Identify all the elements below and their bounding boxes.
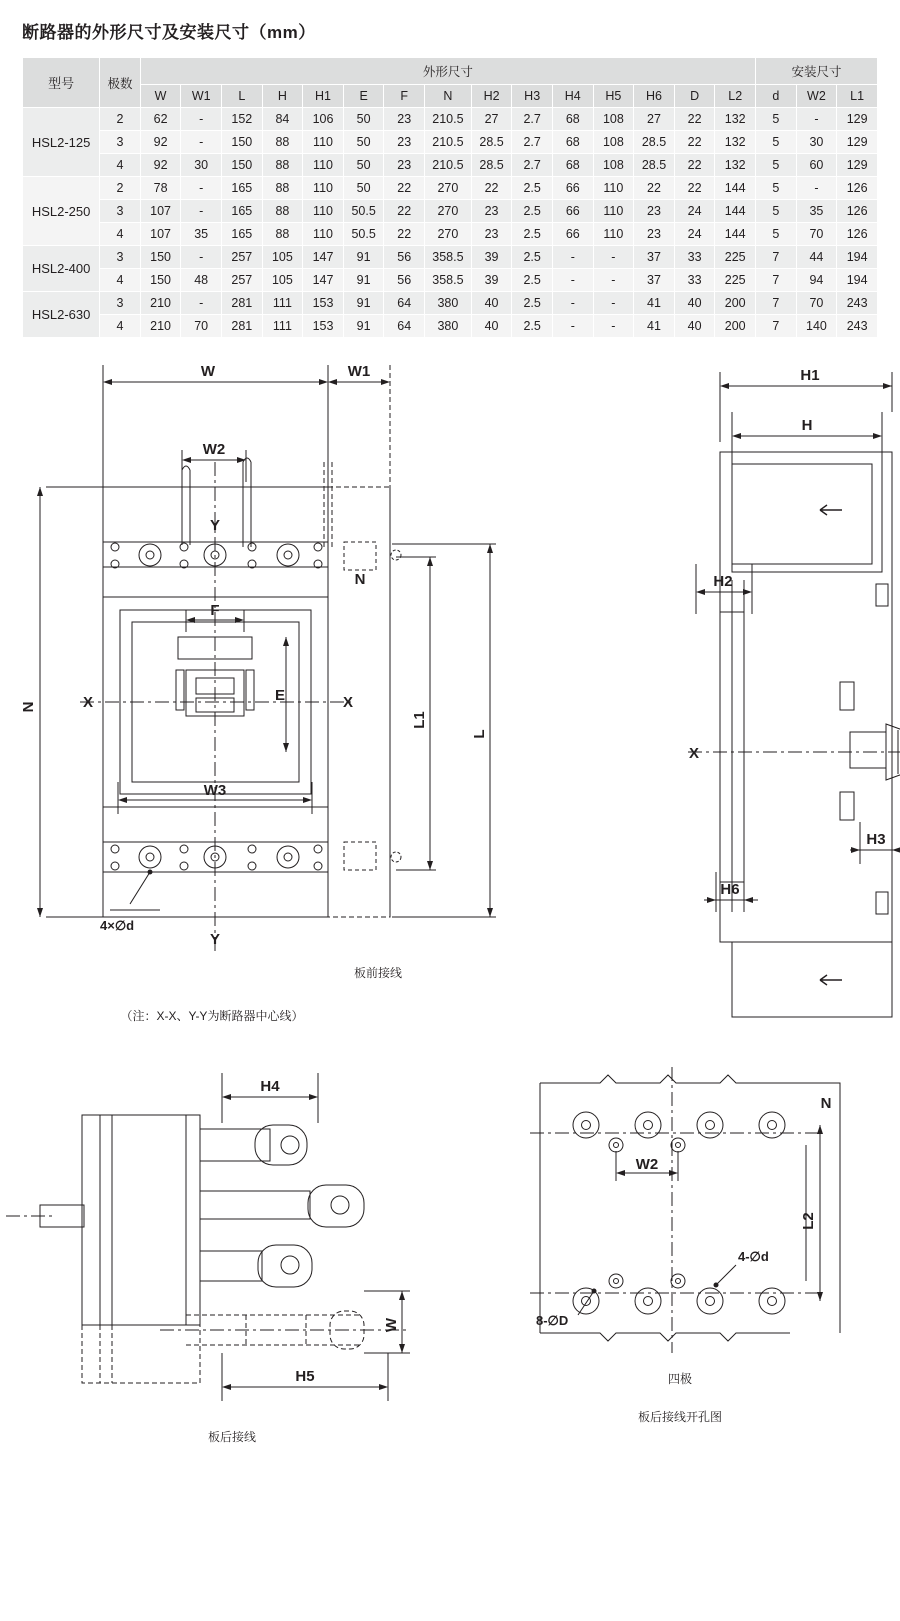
cell-n: 210.5	[425, 108, 472, 131]
cell-poles: 3	[100, 292, 141, 315]
cell-h1: 110	[303, 223, 344, 246]
column-header-d: D	[674, 85, 715, 108]
cell-h3: 2.5	[512, 223, 553, 246]
cell-n: 210.5	[425, 154, 472, 177]
column-header-f: F	[384, 85, 425, 108]
cell-poles: 3	[100, 200, 141, 223]
cell-l: 165	[222, 200, 263, 223]
header-install-dims: 安装尺寸	[756, 58, 878, 85]
cell-d: 22	[674, 154, 715, 177]
cell-h3: 2.5	[512, 246, 553, 269]
cell-h: 105	[262, 269, 303, 292]
cell-d: 24	[674, 200, 715, 223]
figures-section	[0, 352, 900, 1478]
cell-n: 270	[425, 200, 472, 223]
cell-h3: 2.7	[512, 154, 553, 177]
cell-h6: 37	[634, 269, 675, 292]
cell-h5: -	[593, 269, 634, 292]
cell-poles: 4	[100, 315, 141, 338]
cell-w: 92	[140, 131, 181, 154]
cell-h: 88	[262, 223, 303, 246]
cell-h1: 153	[303, 292, 344, 315]
column-header-h5: H5	[593, 85, 634, 108]
cell-f: 23	[384, 131, 425, 154]
cell-e: 50.5	[343, 223, 384, 246]
cell-l1: 126	[837, 223, 878, 246]
cell-h6: 22	[634, 177, 675, 200]
cell-h: 88	[262, 177, 303, 200]
front-view-note: （注：X-X、Y-Y为断路器中心线）	[120, 1009, 304, 1023]
cell-h1: 153	[303, 315, 344, 338]
drilling-drawing	[520, 1053, 900, 1473]
cell-h5: 110	[593, 223, 634, 246]
cell-l1: 129	[837, 131, 878, 154]
label-E: E	[274, 687, 286, 704]
cell-h5: 110	[593, 200, 634, 223]
label-X-left-side: X	[688, 745, 700, 762]
cell-w1: 70	[181, 315, 222, 338]
label-4d: 4-∅d	[738, 1249, 769, 1264]
column-header-h: H	[262, 85, 303, 108]
dimensions-table-wrapper	[22, 57, 878, 338]
column-header-h4: H4	[552, 85, 593, 108]
figure-side-view	[520, 352, 900, 1047]
cell-h3: 2.5	[512, 177, 553, 200]
cell-n: 380	[425, 292, 472, 315]
cell-e: 50	[343, 108, 384, 131]
cell-h4: 66	[552, 177, 593, 200]
cell-d: 40	[674, 315, 715, 338]
cell-h: 88	[262, 131, 303, 154]
cell-l2: 144	[715, 200, 756, 223]
table-header-row-1	[23, 58, 878, 85]
figures-row-bottom	[0, 1053, 900, 1478]
cell-l2: 144	[715, 223, 756, 246]
cell-h1: 110	[303, 154, 344, 177]
label-4xd: 4×∅d	[100, 918, 135, 933]
cell-h2: 39	[471, 269, 512, 292]
cell-d: 5	[756, 223, 797, 246]
label-W2: W2	[202, 441, 226, 458]
cell-h2: 23	[471, 223, 512, 246]
table-body	[23, 108, 878, 338]
cell-poles: 4	[100, 223, 141, 246]
label-F: F	[210, 602, 220, 619]
cell-d: 22	[674, 108, 715, 131]
cell-e: 91	[343, 246, 384, 269]
label-W2-drill: W2	[635, 1156, 659, 1173]
cell-d: 33	[674, 269, 715, 292]
front-view-caption: 板前接线	[353, 966, 403, 980]
cell-e: 91	[343, 269, 384, 292]
cell-h2: 40	[471, 292, 512, 315]
cell-model: HSL2-630	[23, 292, 100, 338]
cell-l: 257	[222, 246, 263, 269]
label-Y-bottom: Y	[209, 931, 221, 948]
table-row	[23, 269, 878, 292]
cell-h4: 68	[552, 131, 593, 154]
table-row	[23, 200, 878, 223]
figure-front-view	[0, 352, 520, 1047]
label-W3: W3	[203, 782, 227, 799]
cell-h4: 68	[552, 154, 593, 177]
cell-d: 7	[756, 292, 797, 315]
table-row	[23, 292, 878, 315]
cell-w2: 60	[796, 154, 837, 177]
cell-n: 380	[425, 315, 472, 338]
cell-h5: -	[593, 292, 634, 315]
cell-w1: -	[181, 108, 222, 131]
cell-l: 257	[222, 269, 263, 292]
cell-d: 5	[756, 131, 797, 154]
cell-f: 64	[384, 315, 425, 338]
cell-w1: 48	[181, 269, 222, 292]
cell-h1: 110	[303, 200, 344, 223]
cell-d: 40	[674, 292, 715, 315]
cell-h: 105	[262, 246, 303, 269]
cell-l1: 194	[837, 246, 878, 269]
cell-l2: 132	[715, 108, 756, 131]
cell-h3: 2.5	[512, 315, 553, 338]
cell-l2: 132	[715, 131, 756, 154]
cell-w: 210	[140, 315, 181, 338]
cell-l1: 126	[837, 200, 878, 223]
label-H4: H4	[260, 1078, 280, 1095]
cell-poles: 3	[100, 246, 141, 269]
cell-h1: 147	[303, 269, 344, 292]
label-X-left: X	[82, 694, 94, 711]
cell-h6: 23	[634, 223, 675, 246]
label-L1: L1	[411, 711, 428, 729]
cell-h5: 110	[593, 177, 634, 200]
cell-e: 50.5	[343, 200, 384, 223]
cell-h2: 22	[471, 177, 512, 200]
cell-f: 22	[384, 223, 425, 246]
column-header-l1: L1	[837, 85, 878, 108]
cell-d: 5	[756, 200, 797, 223]
cell-f: 23	[384, 154, 425, 177]
cell-h6: 28.5	[634, 154, 675, 177]
cell-e: 91	[343, 292, 384, 315]
column-header-d: d	[756, 85, 797, 108]
cell-f: 23	[384, 108, 425, 131]
header-model: 型号	[23, 58, 100, 108]
cell-f: 22	[384, 200, 425, 223]
cell-w2: -	[796, 177, 837, 200]
cell-l2: 225	[715, 246, 756, 269]
cell-h5: 108	[593, 131, 634, 154]
cell-h1: 110	[303, 177, 344, 200]
cell-w2: -	[796, 108, 837, 131]
cell-h2: 39	[471, 246, 512, 269]
label-H: H	[801, 417, 813, 434]
label-H5: H5	[295, 1368, 315, 1385]
column-header-n: N	[425, 85, 472, 108]
page-title: 断路器的外形尺寸及安装尺寸（mm）	[22, 23, 316, 42]
figure-drilling	[520, 1053, 900, 1478]
side-view-drawing	[520, 352, 900, 1042]
cell-n: 358.5	[425, 269, 472, 292]
column-header-w2: W2	[796, 85, 837, 108]
cell-h2: 40	[471, 315, 512, 338]
cell-w1: -	[181, 131, 222, 154]
cell-h4: 66	[552, 223, 593, 246]
cell-d: 22	[674, 177, 715, 200]
cell-l: 281	[222, 315, 263, 338]
drill-caption: 板后接线开孔图	[637, 1410, 723, 1424]
cell-l1: 129	[837, 108, 878, 131]
cell-l2: 200	[715, 315, 756, 338]
cell-w2: 70	[796, 292, 837, 315]
cell-l: 152	[222, 108, 263, 131]
cell-w2: 70	[796, 223, 837, 246]
cell-e: 50	[343, 154, 384, 177]
label-Y-top: Y	[209, 517, 221, 534]
rear-wiring-caption: 板后接线	[207, 1430, 257, 1444]
cell-w1: -	[181, 177, 222, 200]
column-header-h6: H6	[634, 85, 675, 108]
cell-h2: 28.5	[471, 131, 512, 154]
cell-h3: 2.5	[512, 269, 553, 292]
cell-model: HSL2-400	[23, 246, 100, 292]
cell-h: 84	[262, 108, 303, 131]
cell-h3: 2.5	[512, 200, 553, 223]
cell-poles: 2	[100, 108, 141, 131]
cell-l: 150	[222, 131, 263, 154]
cell-f: 56	[384, 269, 425, 292]
header-poles: 极数	[100, 58, 141, 108]
figure-rear-wiring	[0, 1053, 520, 1478]
cell-h2: 28.5	[471, 154, 512, 177]
cell-d: 33	[674, 246, 715, 269]
cell-n: 358.5	[425, 246, 472, 269]
cell-poles: 2	[100, 177, 141, 200]
label-N: N	[20, 701, 37, 713]
front-view-drawing	[0, 352, 520, 1042]
cell-h: 111	[262, 292, 303, 315]
cell-w: 107	[140, 223, 181, 246]
label-N-drill: N	[820, 1095, 832, 1112]
cell-d: 7	[756, 246, 797, 269]
cell-l1: 129	[837, 154, 878, 177]
cell-l: 281	[222, 292, 263, 315]
cell-l2: 225	[715, 269, 756, 292]
cell-h3: 2.7	[512, 108, 553, 131]
cell-l2: 132	[715, 154, 756, 177]
cell-h1: 106	[303, 108, 344, 131]
column-header-h1: H1	[303, 85, 344, 108]
cell-w2: 140	[796, 315, 837, 338]
cell-h5: 108	[593, 154, 634, 177]
cell-h2: 27	[471, 108, 512, 131]
label-H1: H1	[800, 367, 820, 384]
cell-h1: 110	[303, 131, 344, 154]
cell-e: 50	[343, 131, 384, 154]
drill-caption-poles: 四极	[667, 1372, 693, 1386]
cell-d: 5	[756, 154, 797, 177]
cell-h: 111	[262, 315, 303, 338]
cell-l: 165	[222, 223, 263, 246]
cell-w: 62	[140, 108, 181, 131]
table-header-row-2	[23, 85, 878, 108]
cell-poles: 4	[100, 269, 141, 292]
cell-w2: 44	[796, 246, 837, 269]
column-header-w1: W1	[181, 85, 222, 108]
cell-h3: 2.5	[512, 292, 553, 315]
cell-w2: 35	[796, 200, 837, 223]
cell-h2: 23	[471, 200, 512, 223]
cell-l2: 144	[715, 177, 756, 200]
column-header-w: W	[140, 85, 181, 108]
cell-h4: -	[552, 246, 593, 269]
cell-h: 88	[262, 200, 303, 223]
cell-h6: 41	[634, 315, 675, 338]
column-header-l: L	[222, 85, 263, 108]
cell-h6: 23	[634, 200, 675, 223]
label-H2: H2	[713, 573, 733, 590]
table-row	[23, 223, 878, 246]
table-row	[23, 108, 878, 131]
figures-row-top	[0, 352, 900, 1047]
label-H3: H3	[866, 831, 886, 848]
cell-d: 22	[674, 131, 715, 154]
cell-h1: 147	[303, 246, 344, 269]
column-header-e: E	[343, 85, 384, 108]
page	[0, 18, 900, 1498]
table-row	[23, 315, 878, 338]
label-W1: W1	[347, 363, 371, 380]
cell-f: 64	[384, 292, 425, 315]
label-H6: H6	[720, 881, 740, 898]
cell-w1: -	[181, 292, 222, 315]
cell-h5: -	[593, 315, 634, 338]
cell-d: 24	[674, 223, 715, 246]
cell-w1: -	[181, 246, 222, 269]
cell-n: 270	[425, 177, 472, 200]
cell-h: 88	[262, 154, 303, 177]
label-N-pole: N	[354, 571, 366, 588]
cell-h4: -	[552, 315, 593, 338]
label-X-right: X	[342, 694, 354, 711]
cell-l1: 126	[837, 177, 878, 200]
label-L: L	[471, 729, 488, 739]
cell-model: HSL2-250	[23, 177, 100, 246]
cell-poles: 3	[100, 131, 141, 154]
cell-f: 56	[384, 246, 425, 269]
cell-l1: 243	[837, 315, 878, 338]
cell-h4: -	[552, 292, 593, 315]
label-W-rear: W	[383, 1317, 400, 1333]
cell-h6: 27	[634, 108, 675, 131]
cell-h6: 37	[634, 246, 675, 269]
cell-w: 107	[140, 200, 181, 223]
cell-h4: 66	[552, 200, 593, 223]
dimensions-table	[22, 57, 878, 338]
cell-h5: 108	[593, 108, 634, 131]
cell-n: 210.5	[425, 131, 472, 154]
rear-wiring-drawing	[0, 1053, 520, 1473]
table-row	[23, 246, 878, 269]
cell-h3: 2.7	[512, 131, 553, 154]
label-W: W	[200, 363, 216, 380]
cell-w2: 30	[796, 131, 837, 154]
label-8D: 8-∅D	[536, 1313, 569, 1328]
cell-w1: 30	[181, 154, 222, 177]
cell-w: 150	[140, 269, 181, 292]
column-header-l2: L2	[715, 85, 756, 108]
cell-model: HSL2-125	[23, 108, 100, 177]
cell-w1: -	[181, 200, 222, 223]
cell-w2: 94	[796, 269, 837, 292]
cell-e: 91	[343, 315, 384, 338]
column-header-h2: H2	[471, 85, 512, 108]
cell-l: 165	[222, 177, 263, 200]
cell-w: 210	[140, 292, 181, 315]
cell-e: 50	[343, 177, 384, 200]
cell-f: 22	[384, 177, 425, 200]
cell-h4: -	[552, 269, 593, 292]
cell-w: 92	[140, 154, 181, 177]
cell-l1: 243	[837, 292, 878, 315]
cell-l2: 200	[715, 292, 756, 315]
cell-l: 150	[222, 154, 263, 177]
cell-h5: -	[593, 246, 634, 269]
cell-w1: 35	[181, 223, 222, 246]
header-outline-dims: 外形尺寸	[140, 58, 755, 85]
cell-h6: 41	[634, 292, 675, 315]
cell-w: 78	[140, 177, 181, 200]
cell-w: 150	[140, 246, 181, 269]
cell-l1: 194	[837, 269, 878, 292]
cell-n: 270	[425, 223, 472, 246]
table-row	[23, 154, 878, 177]
cell-d: 7	[756, 315, 797, 338]
cell-d: 5	[756, 177, 797, 200]
table-row	[23, 177, 878, 200]
table-head	[23, 58, 878, 108]
cell-poles: 4	[100, 154, 141, 177]
cell-d: 5	[756, 108, 797, 131]
cell-h4: 68	[552, 108, 593, 131]
table-row	[23, 131, 878, 154]
cell-d: 7	[756, 269, 797, 292]
cell-h6: 28.5	[634, 131, 675, 154]
label-L2-drill: L2	[800, 1212, 817, 1230]
column-header-h3: H3	[512, 85, 553, 108]
